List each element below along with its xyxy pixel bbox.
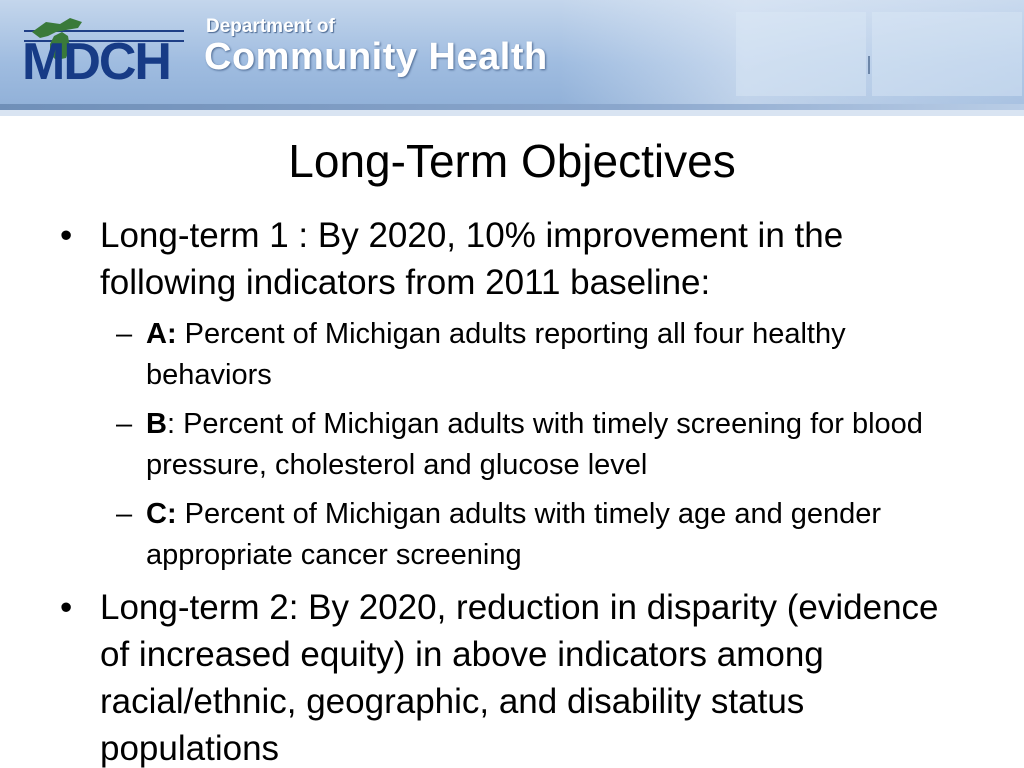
dash-icon: – [116, 498, 133, 530]
banner-rule-light [0, 110, 1024, 116]
sub-bullet-text: Percent of Michigan adults with timely age and gender appropriate cancer screening [146, 498, 882, 571]
bullet-icon: • [60, 216, 73, 255]
sub-bullet-item [106, 494, 960, 576]
slide-body [60, 212, 960, 768]
sub-bullet-label: A: [146, 318, 177, 350]
slide-title: Long-Term Objectives [288, 135, 736, 187]
bullet-item [60, 584, 960, 768]
sub-bullet-label: B [146, 408, 167, 440]
banner-panel [736, 12, 866, 96]
sub-bullet-item [106, 404, 960, 486]
bullet-text: Long-term 1 : By 2020, 10% improvement in the following indicators from 2011 baseline: [100, 216, 844, 302]
bullet-text: Long-term 2: By 2020, reduction in disparity (evidence of increased equity) in above indicators among racial/ethnic, geographic, and disability status populations [100, 588, 939, 768]
bullet-item [60, 212, 960, 306]
logo-text: MDCH [22, 33, 170, 91]
department-name: Community Health [204, 36, 548, 78]
sub-bullet-text: Percent of Michigan adults reporting all four healthy behaviors [146, 318, 846, 391]
dash-icon: – [116, 408, 133, 440]
header-banner [0, 0, 1024, 116]
department-of-label: Department of [206, 16, 335, 37]
banner-panel [872, 12, 1022, 96]
sub-bullet-item [106, 314, 960, 396]
dash-icon: – [116, 318, 133, 350]
sub-bullet-text: : Percent of Michigan adults with timely screening for blood pressure, cholesterol and glucose level [146, 408, 923, 481]
banner-divider [868, 56, 870, 74]
sub-bullet-label: C: [146, 498, 177, 530]
bullet-icon: • [60, 588, 73, 627]
mdch-logo [22, 14, 186, 92]
